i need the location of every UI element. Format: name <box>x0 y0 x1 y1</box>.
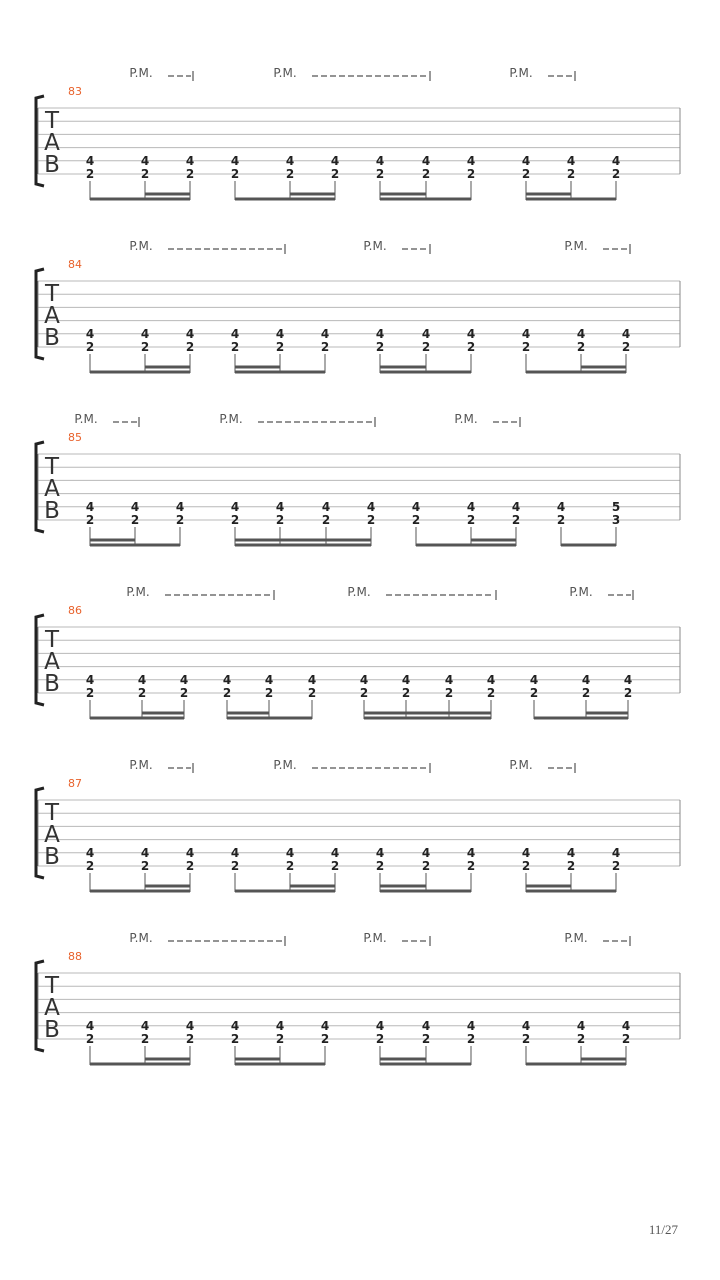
fret-number: 4 <box>521 845 531 860</box>
tab-chord <box>86 154 94 200</box>
fret-number: 2 <box>466 167 476 181</box>
fret-number: 4 <box>230 1018 240 1033</box>
palm-mute-label: P.M. <box>454 412 478 426</box>
system-bracket <box>36 615 44 705</box>
fret-number: 4 <box>130 499 140 514</box>
fret-number: 2 <box>320 340 330 354</box>
fret-number: 2 <box>285 859 295 873</box>
fret-number: 2 <box>85 1032 95 1046</box>
palm-mute-label: P.M. <box>129 66 153 80</box>
fret-number: 4 <box>401 672 411 687</box>
palm-mute-label: P.M. <box>564 239 588 253</box>
fret-number: 4 <box>185 845 195 860</box>
fret-number: 2 <box>421 859 431 873</box>
fret-number: 4 <box>366 499 376 514</box>
fret-number: 2 <box>85 513 95 527</box>
fret-number: 4 <box>411 499 421 514</box>
fret-number: 4 <box>359 672 369 687</box>
fret-number: 2 <box>375 1032 385 1046</box>
fret-number: 4 <box>330 845 340 860</box>
tab-system <box>36 412 680 546</box>
fret-number: 4 <box>275 326 285 341</box>
fret-number: 4 <box>466 153 476 168</box>
tab-clef-letter: A <box>44 303 60 329</box>
fret-number: 5 <box>611 499 621 514</box>
system-bracket <box>36 96 44 186</box>
fret-number: 4 <box>230 845 240 860</box>
system-bracket <box>36 269 44 359</box>
fret-number: 2 <box>623 686 633 700</box>
fret-number: 4 <box>486 672 496 687</box>
tab-chord <box>467 846 475 892</box>
fret-number: 2 <box>521 859 531 873</box>
tab-clef-letter: B <box>44 325 60 351</box>
measure-number: 85 <box>68 431 82 444</box>
fret-number: 2 <box>85 340 95 354</box>
fret-number: 4 <box>185 326 195 341</box>
fret-number: 2 <box>421 167 431 181</box>
fret-number: 2 <box>140 859 150 873</box>
measure-number: 86 <box>68 604 82 617</box>
tab-clef-letter: B <box>44 152 60 178</box>
fret-number: 2 <box>521 1032 531 1046</box>
fret-number: 4 <box>222 672 232 687</box>
fret-number: 2 <box>222 686 232 700</box>
tab-clef-letter: B <box>44 844 60 870</box>
fret-number: 2 <box>285 167 295 181</box>
fret-number: 4 <box>230 499 240 514</box>
tab-chord <box>308 673 316 719</box>
tab-clef-letter: A <box>44 995 60 1021</box>
tab-chord <box>321 327 329 373</box>
tab-clef-letter: T <box>44 973 60 999</box>
tab-chord <box>231 846 239 892</box>
palm-mute-label: P.M. <box>569 585 593 599</box>
tab-chord <box>467 327 475 373</box>
fret-number: 2 <box>185 167 195 181</box>
fret-number: 4 <box>175 499 185 514</box>
fret-number: 2 <box>421 1032 431 1046</box>
fret-number: 4 <box>621 326 631 341</box>
palm-mute-label: P.M. <box>509 758 533 772</box>
fret-number: 2 <box>375 167 385 181</box>
palm-mute-label: P.M. <box>129 239 153 253</box>
fret-number: 4 <box>611 153 621 168</box>
fret-number: 2 <box>444 686 454 700</box>
fret-number: 4 <box>275 499 285 514</box>
fret-number: 4 <box>421 326 431 341</box>
tab-clef-letter: A <box>44 822 60 848</box>
fret-number: 2 <box>140 1032 150 1046</box>
fret-number: 2 <box>230 167 240 181</box>
fret-number: 2 <box>566 167 576 181</box>
fret-number: 2 <box>375 340 385 354</box>
fret-number: 2 <box>307 686 317 700</box>
fret-number: 3 <box>611 513 621 527</box>
tab-chord <box>612 846 620 892</box>
fret-number: 4 <box>140 845 150 860</box>
fret-number: 4 <box>581 672 591 687</box>
tab-chord <box>522 327 530 373</box>
fret-number: 4 <box>285 153 295 168</box>
fret-number: 2 <box>330 859 340 873</box>
fret-number: 4 <box>330 153 340 168</box>
fret-number: 2 <box>521 340 531 354</box>
fret-number: 4 <box>179 672 189 687</box>
fret-number: 4 <box>466 499 476 514</box>
fret-number: 2 <box>275 340 285 354</box>
fret-number: 2 <box>140 167 150 181</box>
tab-chord <box>522 1019 530 1065</box>
fret-number: 4 <box>623 672 633 687</box>
palm-mute-label: P.M. <box>363 931 387 945</box>
fret-number: 4 <box>85 326 95 341</box>
fret-number: 2 <box>130 513 140 527</box>
fret-number: 4 <box>611 845 621 860</box>
tab-clef-letter: B <box>44 498 60 524</box>
fret-number: 2 <box>576 340 586 354</box>
fret-number: 2 <box>140 340 150 354</box>
fret-number: 2 <box>401 686 411 700</box>
fret-number: 2 <box>85 686 95 700</box>
measure-number: 83 <box>68 85 82 98</box>
fret-number: 2 <box>320 1032 330 1046</box>
fret-number: 2 <box>85 167 95 181</box>
fret-number: 2 <box>581 686 591 700</box>
palm-mute-label: P.M. <box>74 412 98 426</box>
fret-number: 2 <box>230 513 240 527</box>
system-bracket <box>36 961 44 1051</box>
fret-number: 4 <box>320 1018 330 1033</box>
system-bracket <box>36 788 44 878</box>
tab-chord <box>86 327 94 373</box>
tab-clef-letter: T <box>44 281 60 307</box>
tab-clef-letter: T <box>44 627 60 653</box>
fret-number: 2 <box>85 859 95 873</box>
fret-number: 4 <box>375 326 385 341</box>
fret-number: 4 <box>320 326 330 341</box>
tab-chord <box>412 500 420 546</box>
tab-chord <box>176 500 184 546</box>
palm-mute-label: P.M. <box>347 585 371 599</box>
fret-number: 2 <box>556 513 566 527</box>
fret-number: 2 <box>621 1032 631 1046</box>
fret-number: 4 <box>85 1018 95 1033</box>
fret-number: 2 <box>611 167 621 181</box>
fret-number: 2 <box>359 686 369 700</box>
fret-number: 2 <box>230 1032 240 1046</box>
fret-number: 4 <box>529 672 539 687</box>
tab-system <box>36 585 680 719</box>
fret-number: 4 <box>275 1018 285 1033</box>
palm-mute-label: P.M. <box>273 758 297 772</box>
palm-mute-label: P.M. <box>129 758 153 772</box>
fret-number: 2 <box>521 167 531 181</box>
fret-number: 2 <box>486 686 496 700</box>
tab-clef-letter: T <box>44 800 60 826</box>
fret-number: 2 <box>511 513 521 527</box>
fret-number: 4 <box>421 1018 431 1033</box>
tab-system <box>36 66 680 200</box>
fret-number: 2 <box>411 513 421 527</box>
fret-number: 4 <box>85 153 95 168</box>
fret-number: 4 <box>137 672 147 687</box>
fret-number: 4 <box>375 845 385 860</box>
fret-number: 2 <box>466 1032 476 1046</box>
fret-number: 4 <box>576 1018 586 1033</box>
fret-number: 4 <box>85 845 95 860</box>
tab-chord <box>86 1019 94 1065</box>
tab-clef-letter: T <box>44 454 60 480</box>
fret-number: 4 <box>85 672 95 687</box>
fret-number: 4 <box>264 672 274 687</box>
fret-number: 4 <box>140 153 150 168</box>
fret-number: 2 <box>179 686 189 700</box>
fret-number: 2 <box>466 513 476 527</box>
fret-number: 4 <box>511 499 521 514</box>
fret-number: 4 <box>466 1018 476 1033</box>
tab-clef-letter: B <box>44 1017 60 1043</box>
fret-number: 4 <box>85 499 95 514</box>
tab-clef-letter: A <box>44 130 60 156</box>
fret-number: 4 <box>556 499 566 514</box>
fret-number: 4 <box>521 153 531 168</box>
fret-number: 2 <box>264 686 274 700</box>
tab-chord <box>231 154 239 200</box>
fret-number: 4 <box>576 326 586 341</box>
fret-number: 4 <box>321 499 331 514</box>
measure-number: 87 <box>68 777 82 790</box>
fret-number: 2 <box>375 859 385 873</box>
fret-number: 2 <box>185 1032 195 1046</box>
tab-chord <box>86 673 94 719</box>
tab-chord <box>612 154 620 200</box>
fret-number: 2 <box>275 513 285 527</box>
palm-mute-label: P.M. <box>126 585 150 599</box>
fret-number: 4 <box>466 845 476 860</box>
fret-number: 4 <box>140 326 150 341</box>
tab-clef-letter: A <box>44 649 60 675</box>
fret-number: 4 <box>185 153 195 168</box>
fret-number: 4 <box>285 845 295 860</box>
fret-number: 2 <box>366 513 376 527</box>
fret-number: 2 <box>576 1032 586 1046</box>
tab-chord <box>321 1019 329 1065</box>
fret-number: 2 <box>421 340 431 354</box>
system-bracket <box>36 442 44 532</box>
fret-number: 4 <box>230 153 240 168</box>
fret-number: 4 <box>521 326 531 341</box>
fret-number: 4 <box>307 672 317 687</box>
tab-chord <box>612 500 620 546</box>
fret-number: 2 <box>137 686 147 700</box>
measure-number: 84 <box>68 258 82 271</box>
fret-number: 4 <box>421 153 431 168</box>
tab-clef-letter: B <box>44 671 60 697</box>
fret-number: 2 <box>330 167 340 181</box>
fret-number: 2 <box>529 686 539 700</box>
tab-clef-letter: A <box>44 476 60 502</box>
fret-number: 2 <box>621 340 631 354</box>
tab-chord <box>86 846 94 892</box>
fret-number: 2 <box>275 1032 285 1046</box>
palm-mute-label: P.M. <box>273 66 297 80</box>
palm-mute-label: P.M. <box>509 66 533 80</box>
tab-clef-letter: T <box>44 108 60 134</box>
fret-number: 4 <box>375 1018 385 1033</box>
fret-number: 4 <box>444 672 454 687</box>
fret-number: 4 <box>466 326 476 341</box>
page-number: 11/27 <box>648 1222 678 1237</box>
tab-chord <box>467 154 475 200</box>
fret-number: 4 <box>621 1018 631 1033</box>
fret-number: 2 <box>466 340 476 354</box>
fret-number: 4 <box>230 326 240 341</box>
fret-number: 2 <box>175 513 185 527</box>
palm-mute-label: P.M. <box>219 412 243 426</box>
fret-number: 2 <box>466 859 476 873</box>
fret-number: 2 <box>185 859 195 873</box>
tab-chord <box>530 673 538 719</box>
tab-chord <box>467 1019 475 1065</box>
palm-mute-label: P.M. <box>129 931 153 945</box>
palm-mute-label: P.M. <box>363 239 387 253</box>
fret-number: 2 <box>230 340 240 354</box>
fret-number: 4 <box>566 153 576 168</box>
fret-number: 4 <box>421 845 431 860</box>
fret-number: 4 <box>566 845 576 860</box>
tab-system <box>36 931 680 1065</box>
fret-number: 4 <box>140 1018 150 1033</box>
fret-number: 2 <box>611 859 621 873</box>
tab-system <box>36 758 680 892</box>
tab-chord <box>557 500 565 546</box>
fret-number: 2 <box>566 859 576 873</box>
fret-number: 2 <box>185 340 195 354</box>
fret-number: 2 <box>321 513 331 527</box>
fret-number: 4 <box>521 1018 531 1033</box>
fret-number: 4 <box>185 1018 195 1033</box>
fret-number: 4 <box>375 153 385 168</box>
measure-number: 88 <box>68 950 82 963</box>
tab-system <box>36 239 680 373</box>
fret-number: 2 <box>230 859 240 873</box>
palm-mute-label: P.M. <box>564 931 588 945</box>
